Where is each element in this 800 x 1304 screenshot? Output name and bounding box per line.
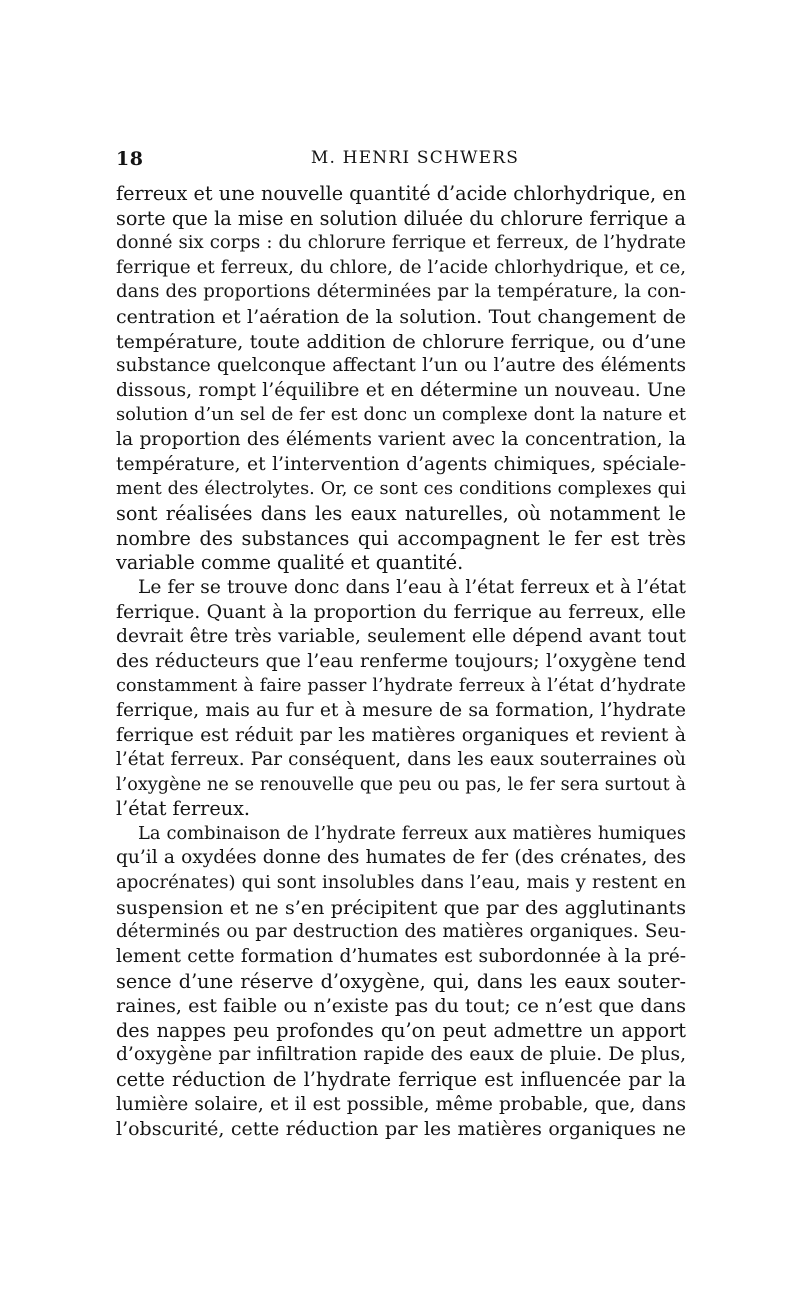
running-head xyxy=(116,148,686,174)
text-line: variable comme qualité et quantité. xyxy=(116,551,464,575)
text-line: l’oxygène ne se renouvelle que peu ou pas, le fer sera surtout à xyxy=(116,774,686,795)
text-line: dans des proportions déterminées par la température, la con- xyxy=(116,281,686,303)
text-line: ferrique, mais au fur et à mesure de sa formation, l’hydrate xyxy=(116,699,686,721)
text-line: l’état ferreux. xyxy=(116,797,250,821)
text-line: apocrénates) qui sont insolubles dans l’eau, mais y restent en xyxy=(116,872,686,894)
text-line: substance quelconque affectant l’un ou l’autre des éléments xyxy=(116,355,686,377)
text-line: donné six corps : du chlorure ferrique et ferreux, de l’hydrate xyxy=(116,232,686,254)
text-line: devrait être très variable, seulement elle dépend avant tout xyxy=(116,625,686,647)
text-line: l’obscurité, cette réduction par les matières organiques ne xyxy=(116,1118,686,1141)
text-line: solution d’un sel de fer est donc un complexe dont la nature et xyxy=(116,404,686,426)
text-line: cette réduction de l’hydrate ferrique est influencée par la xyxy=(116,1067,686,1091)
text-line: d’oxygène par infiltration rapide des eaux de pluie. De plus, xyxy=(116,1044,686,1066)
text-line: constamment à faire passer l’hydrate ferreux à l’état d’hydrate xyxy=(116,676,686,697)
page-number: 18 xyxy=(116,148,144,170)
text-line: déterminés ou par destruction des matières organiques. Seu- xyxy=(116,921,686,943)
text-line: dissous, rompt l’équilibre et en détermine un nouveau. Une xyxy=(116,379,686,401)
text-line: sorte que la mise en solution diluée du chlorure ferrique a xyxy=(116,206,686,230)
text-line: ferrique et ferreux, du chlore, de l’acide chlorhydrique, et ce, xyxy=(116,256,686,278)
text-line: Le fer se trouve donc dans l’eau à l’état ferreux et à l’état xyxy=(138,576,686,598)
body-text xyxy=(116,182,686,1142)
text-line: lement cette formation d’humates est subordonnée à la pré- xyxy=(116,945,686,967)
text-line: ferreux et une nouvelle quantité d’acide chlorhydrique, en xyxy=(116,182,686,205)
text-line: ferrique est réduit par les matières organiques et revient à xyxy=(116,724,686,747)
text-line: La combinaison de l’hydrate ferreux aux matières humiques xyxy=(138,822,686,844)
text-line: ment des électrolytes. Or, ce sont ces conditions complexes qui xyxy=(116,479,686,500)
text-line: lumière solaire, et il est possible, même probable, que, dans xyxy=(116,1093,686,1115)
text-line: raines, est faible ou n’existe pas du tout; ce n’est que dans xyxy=(116,995,686,1018)
text-line: nombre des substances qui accompagnent le fer est très xyxy=(116,526,686,550)
text-line: température, et l’intervention d’agents chimiques, spéciale- xyxy=(116,453,686,475)
text-line: suspension et ne s’en précipitent que par des agglutinants xyxy=(116,896,686,919)
text-line: des réducteurs que l’eau renferme toujours; l’oxygène tend xyxy=(116,650,686,672)
text-line: sont réalisées dans les eaux naturelles, où notamment le xyxy=(116,501,686,525)
running-title: M. HENRI SCHWERS xyxy=(310,148,520,168)
text-line: des nappes peu profondes qu’on peut admettre un apport xyxy=(116,1018,686,1042)
text-line: température, toute addition de chlorure ferrique, ou d’une xyxy=(116,330,686,353)
text-line: centration et l’aération de la solution. Tout changement de xyxy=(116,306,686,329)
text-line: ferrique. Quant à la proportion du ferrique au ferreux, elle xyxy=(116,601,686,624)
text-line: qu’il a oxydées donne des humates de fer (des crénates, des xyxy=(116,847,686,869)
text-line: la proportion des éléments varient avec la concentration, la xyxy=(116,429,686,451)
text-line: sence d’une réserve d’oxygène, qui, dans les eaux souter- xyxy=(116,969,686,993)
text-line: l’état ferreux. Par conséquent, dans les eaux souterraines où xyxy=(116,749,686,771)
